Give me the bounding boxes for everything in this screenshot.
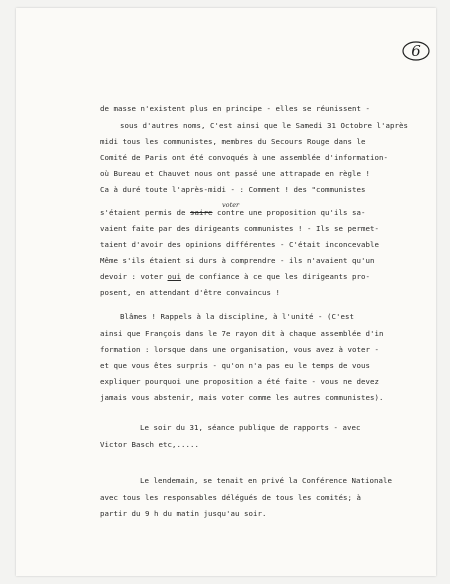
text-line: partir du 9 h du matin jusqu'au soir. [100,509,267,518]
text-line: Le soir du 31, séance publique de rapports - avec [140,423,361,432]
text-line: Le lendemain, se tenait en privé la Conférence Nationale [140,476,392,485]
text-line: Victor Basch etc,..... [100,440,199,449]
page-number-text: 6 [411,42,421,60]
text-line: de masse n'existent plus en principe - elles se réunissent - [100,104,370,113]
text-line: formation : lorsque dans une organisation, vous avez à voter - [100,345,379,354]
text-segment: de confiance à ce que les dirigeants pro- [181,272,370,281]
text-line-with-emphasis [100,272,370,281]
text-line: Même s'ils étaient si durs à comprendre - ils n'avaient qu'un [100,256,375,265]
text-line: Blâmes ! Rappels à la discipline, à l'unité - (C'est [120,312,354,321]
document-page [16,8,436,576]
text-line: posent, en attendant d'être convaincus ! [100,288,280,297]
text-line: avec tous les responsables délégués de tous les comités; à [100,493,361,502]
text-line-with-correction [100,208,365,217]
text-line: où Bureau et Chauvet nous ont passé une attrapade en règle ! [100,169,370,178]
text-segment: s'étaient permis de [100,208,190,217]
underlined-word: oui [167,272,181,281]
text-segment: devoir : voter [100,272,168,281]
handwritten-insertion: voter [222,201,240,209]
page-number [401,40,431,62]
text-line: midi tous les communistes, membres du Secours Rouge dans le [100,137,366,146]
text-line: sous d'autres noms, C'est ainsi que le Samedi 31 Octobre l'après [120,121,408,130]
text-line: jamais vous abstenir, mais voter comme les autres communistes). [100,393,384,402]
text-line: expliquer pourquoi une proposition a été faite - vous ne devez [100,377,379,386]
struck-word: saire [190,208,213,217]
text-line: taient d'avoir des opinions différentes - C'était inconcevable [100,240,379,249]
text-line: ainsi que François dans le 7e rayon dit à chaque assemblée d'in [100,329,384,338]
text-segment: contre une proposition qu'ils sa- [212,208,366,217]
text-line: et que vous êtes surpris - qu'on n'a pas eu le temps de vous [100,361,370,370]
text-line: Ca à duré toute l'après-midi - : Comment ! des "communistes [100,185,366,194]
text-line: Comité de Paris ont été convoqués à une assemblée d'information- [100,153,388,162]
text-line: vaient faite par des dirigeants communistes ! - Ils se permet- [100,224,379,233]
